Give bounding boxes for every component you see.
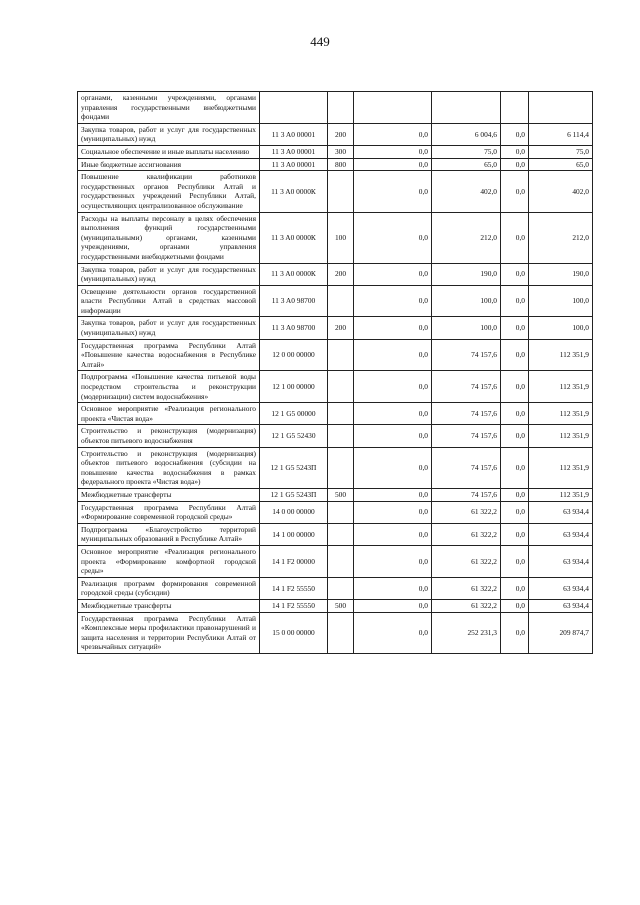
cell-value-2: 61 322,2 xyxy=(432,523,501,545)
cell-name: Освещение деятельности органов государственной власти Республики Алтай в средствах массовой информации xyxy=(78,285,260,317)
table-row xyxy=(78,425,593,447)
cell-name: Основное мероприятие «Реализация регионального проекта «Чистая вода» xyxy=(78,403,260,425)
cell-value-1: 0,0 xyxy=(354,447,432,488)
cell-value-1: 0,0 xyxy=(354,339,432,371)
page-number: 449 xyxy=(310,34,330,49)
cell-value-2: 65,0 xyxy=(432,158,501,171)
cell-value-2: 61 322,2 xyxy=(432,599,501,612)
cell-value-3: 0,0 xyxy=(501,612,529,653)
cell-value-4: 112 351,9 xyxy=(529,447,593,488)
cell-target-code: 12 1 G5 5243П xyxy=(260,488,328,501)
cell-name: Подпрограмма «Благоустройство территорий муниципальных образований в Республике Алтай» xyxy=(78,523,260,545)
cell-value-2: 61 322,2 xyxy=(432,577,501,599)
cell-target-code: 11 3 A0 0000К xyxy=(260,212,328,263)
cell-value-1: 0,0 xyxy=(354,488,432,501)
cell-expense-type xyxy=(328,371,354,403)
cell-value-4: 63 934,4 xyxy=(529,577,593,599)
cell-name: Межбюджетные трансферты xyxy=(78,599,260,612)
cell-name: Строительство и реконструкция (модернизация) объектов питьевого водоснабжения xyxy=(78,425,260,447)
cell-target-code: 11 3 A0 00001 xyxy=(260,123,328,145)
cell-value-3: 0,0 xyxy=(501,212,529,263)
cell-value-1: 0,0 xyxy=(354,285,432,317)
cell-value-3: 0,0 xyxy=(501,145,529,158)
cell-target-code: 14 0 00 00000 xyxy=(260,501,328,523)
cell-expense-type xyxy=(328,403,354,425)
cell-value-1: 0,0 xyxy=(354,123,432,145)
cell-value-1: 0,0 xyxy=(354,403,432,425)
cell-value-3: 0,0 xyxy=(501,317,529,339)
cell-expense-type xyxy=(328,612,354,653)
table-row xyxy=(78,158,593,171)
cell-name: Строительство и реконструкция (модернизация) объектов питьевого водоснабжения (субсидии на повышение качества водоснабжения в рамках федерального проекта «Чистая вода») xyxy=(78,447,260,488)
cell-expense-type xyxy=(328,545,354,577)
cell-name: Государственная программа Республики Алтай «Комплексные меры профилактики правонарушений и защита населения и территории Республики Алтай от чрезвычайных ситуаций» xyxy=(78,612,260,653)
cell-value-4 xyxy=(529,92,593,124)
cell-expense-type xyxy=(328,92,354,124)
table-row xyxy=(78,523,593,545)
table-row xyxy=(78,92,593,124)
cell-name: Реализация программ формирования современной городской среды (субсидии) xyxy=(78,577,260,599)
cell-value-3: 0,0 xyxy=(501,501,529,523)
cell-value-2: 6 004,6 xyxy=(432,123,501,145)
cell-value-2: 74 157,6 xyxy=(432,371,501,403)
cell-target-code: 12 0 00 00000 xyxy=(260,339,328,371)
cell-value-3 xyxy=(501,92,529,124)
table-row xyxy=(78,447,593,488)
cell-expense-type: 200 xyxy=(328,123,354,145)
cell-value-4: 65,0 xyxy=(529,158,593,171)
cell-value-3: 0,0 xyxy=(501,523,529,545)
cell-value-2: 74 157,6 xyxy=(432,447,501,488)
cell-value-4: 75,0 xyxy=(529,145,593,158)
cell-value-2 xyxy=(432,92,501,124)
cell-value-4: 190,0 xyxy=(529,263,593,285)
cell-value-3: 0,0 xyxy=(501,425,529,447)
cell-value-1: 0,0 xyxy=(354,145,432,158)
cell-value-4: 100,0 xyxy=(529,317,593,339)
cell-value-1: 0,0 xyxy=(354,425,432,447)
table-body xyxy=(78,92,593,654)
cell-target-code: 11 3 A0 0000К xyxy=(260,171,328,212)
cell-name: Закупка товаров, работ и услуг для государственных (муниципальных) нужд xyxy=(78,123,260,145)
cell-value-2: 75,0 xyxy=(432,145,501,158)
cell-target-code: 11 3 A0 0000К xyxy=(260,263,328,285)
cell-value-4: 112 351,9 xyxy=(529,488,593,501)
cell-value-1: 0,0 xyxy=(354,158,432,171)
cell-target-code: 11 3 A0 98700 xyxy=(260,285,328,317)
cell-target-code: 15 0 00 00000 xyxy=(260,612,328,653)
table-row xyxy=(78,171,593,212)
table-row xyxy=(78,263,593,285)
cell-name: Социальное обеспечение и иные выплаты населению xyxy=(78,145,260,158)
cell-expense-type xyxy=(328,523,354,545)
table-row xyxy=(78,339,593,371)
cell-expense-type xyxy=(328,501,354,523)
cell-value-2: 402,0 xyxy=(432,171,501,212)
cell-value-1 xyxy=(354,92,432,124)
cell-value-4: 63 934,4 xyxy=(529,523,593,545)
cell-target-code: 12 1 G5 52430 xyxy=(260,425,328,447)
cell-name: Государственная программа Республики Алтай «Повышение качества водоснабжения в Республике Алтай» xyxy=(78,339,260,371)
cell-value-4: 212,0 xyxy=(529,212,593,263)
cell-value-1: 0,0 xyxy=(354,599,432,612)
cell-expense-type: 800 xyxy=(328,158,354,171)
table-row xyxy=(78,371,593,403)
cell-expense-type: 200 xyxy=(328,317,354,339)
cell-name: Закупка товаров, работ и услуг для государственных (муниципальных) нужд xyxy=(78,317,260,339)
table-row xyxy=(78,545,593,577)
cell-value-3: 0,0 xyxy=(501,123,529,145)
cell-value-1: 0,0 xyxy=(354,263,432,285)
cell-value-3: 0,0 xyxy=(501,263,529,285)
table-row xyxy=(78,488,593,501)
cell-value-4: 112 351,9 xyxy=(529,425,593,447)
cell-expense-type xyxy=(328,425,354,447)
table-row xyxy=(78,285,593,317)
cell-expense-type xyxy=(328,577,354,599)
cell-target-code xyxy=(260,92,328,124)
cell-expense-type xyxy=(328,447,354,488)
cell-expense-type: 200 xyxy=(328,263,354,285)
table-row xyxy=(78,317,593,339)
cell-name: органами, казенными учреждениями, органами управления государственными внебюджетными фондами xyxy=(78,92,260,124)
cell-target-code: 11 3 A0 00001 xyxy=(260,158,328,171)
cell-value-3: 0,0 xyxy=(501,158,529,171)
cell-value-4: 100,0 xyxy=(529,285,593,317)
cell-name: Государственная программа Республики Алтай «Формирование современной городской среды» xyxy=(78,501,260,523)
cell-value-2: 74 157,6 xyxy=(432,403,501,425)
cell-value-4: 209 874,7 xyxy=(529,612,593,653)
cell-target-code: 11 3 A0 00001 xyxy=(260,145,328,158)
cell-expense-type: 500 xyxy=(328,488,354,501)
table-row xyxy=(78,612,593,653)
cell-name: Межбюджетные трансферты xyxy=(78,488,260,501)
cell-expense-type xyxy=(328,171,354,212)
cell-value-3: 0,0 xyxy=(501,599,529,612)
cell-name: Иные бюджетные ассигнования xyxy=(78,158,260,171)
cell-value-4: 402,0 xyxy=(529,171,593,212)
cell-target-code: 14 1 F2 55550 xyxy=(260,577,328,599)
cell-value-3: 0,0 xyxy=(501,339,529,371)
cell-value-2: 212,0 xyxy=(432,212,501,263)
cell-value-3: 0,0 xyxy=(501,488,529,501)
cell-value-1: 0,0 xyxy=(354,171,432,212)
cell-value-1: 0,0 xyxy=(354,612,432,653)
table-row xyxy=(78,599,593,612)
cell-value-4: 63 934,4 xyxy=(529,501,593,523)
cell-value-2: 100,0 xyxy=(432,317,501,339)
cell-value-2: 100,0 xyxy=(432,285,501,317)
cell-value-3: 0,0 xyxy=(501,371,529,403)
cell-value-2: 252 231,3 xyxy=(432,612,501,653)
cell-value-4: 112 351,9 xyxy=(529,371,593,403)
cell-value-2: 190,0 xyxy=(432,263,501,285)
cell-value-4: 6 114,4 xyxy=(529,123,593,145)
cell-value-2: 74 157,6 xyxy=(432,488,501,501)
cell-value-3: 0,0 xyxy=(501,577,529,599)
cell-value-3: 0,0 xyxy=(501,447,529,488)
cell-target-code: 14 1 F2 00000 xyxy=(260,545,328,577)
cell-name: Повышение квалификации работников государственных органов Республики Алтай и государственных учреждений Республики Алтай, осуществляющих централизованное обслуживание xyxy=(78,171,260,212)
cell-name: Подпрограмма «Повышение качества питьевой воды посредством строительства и реконструкции (модернизации) систем водоснабжения» xyxy=(78,371,260,403)
cell-name: Закупка товаров, работ и услуг для государственных (муниципальных) нужд xyxy=(78,263,260,285)
cell-expense-type: 500 xyxy=(328,599,354,612)
cell-value-4: 63 934,4 xyxy=(529,599,593,612)
cell-value-1: 0,0 xyxy=(354,212,432,263)
cell-value-2: 74 157,6 xyxy=(432,339,501,371)
table-row xyxy=(78,403,593,425)
table-row xyxy=(78,145,593,158)
table-row xyxy=(78,501,593,523)
cell-target-code: 12 1 G5 00000 xyxy=(260,403,328,425)
cell-value-1: 0,0 xyxy=(354,371,432,403)
table-row xyxy=(78,212,593,263)
cell-value-2: 74 157,6 xyxy=(432,425,501,447)
cell-value-3: 0,0 xyxy=(501,285,529,317)
cell-target-code: 14 1 F2 55550 xyxy=(260,599,328,612)
cell-value-4: 112 351,9 xyxy=(529,403,593,425)
table-row xyxy=(78,123,593,145)
cell-value-2: 61 322,2 xyxy=(432,545,501,577)
cell-target-code: 11 3 A0 98700 xyxy=(260,317,328,339)
cell-value-1: 0,0 xyxy=(354,317,432,339)
cell-target-code: 12 1 G5 5243П xyxy=(260,447,328,488)
cell-name: Расходы на выплаты персоналу в целях обеспечения выполнения функций государственными (муниципальными) органами, казенными учреждениями, органами управления государственными внебюджетными фондами xyxy=(78,212,260,263)
cell-value-2: 61 322,2 xyxy=(432,501,501,523)
cell-expense-type xyxy=(328,285,354,317)
cell-value-3: 0,0 xyxy=(501,403,529,425)
cell-target-code: 12 1 00 00000 xyxy=(260,371,328,403)
cell-name: Основное мероприятие «Реализация регионального проекта «Формирование комфортной городской среды» xyxy=(78,545,260,577)
budget-table xyxy=(77,91,593,654)
cell-expense-type: 100 xyxy=(328,212,354,263)
cell-expense-type: 300 xyxy=(328,145,354,158)
cell-value-1: 0,0 xyxy=(354,523,432,545)
cell-target-code: 14 1 00 00000 xyxy=(260,523,328,545)
cell-value-3: 0,0 xyxy=(501,171,529,212)
cell-expense-type xyxy=(328,339,354,371)
table-row xyxy=(78,577,593,599)
cell-value-3: 0,0 xyxy=(501,545,529,577)
cell-value-4: 63 934,4 xyxy=(529,545,593,577)
cell-value-1: 0,0 xyxy=(354,501,432,523)
cell-value-4: 112 351,9 xyxy=(529,339,593,371)
cell-value-1: 0,0 xyxy=(354,577,432,599)
cell-value-1: 0,0 xyxy=(354,545,432,577)
